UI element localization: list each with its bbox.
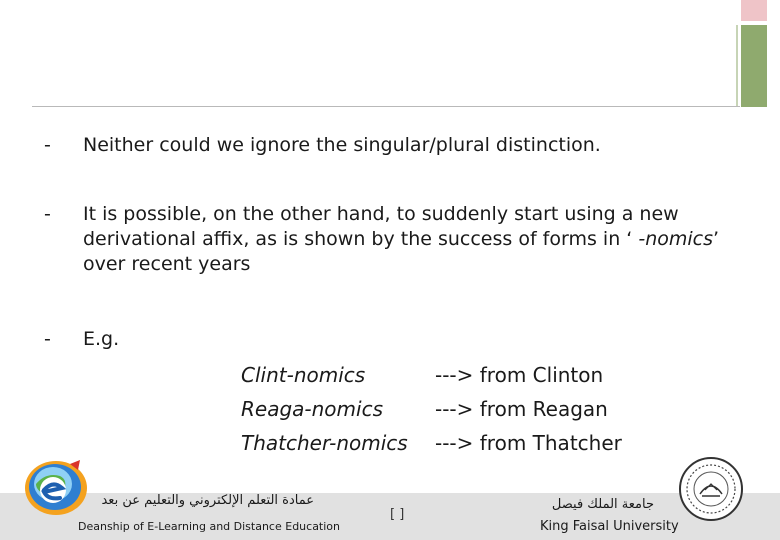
nomics-term: -nomics [638,228,714,250]
header-accent-bar [741,25,767,107]
example-derivation: ---> from Reagan [435,397,608,421]
header-accent-top [741,0,767,21]
example-list [241,358,661,460]
bullet-dash: - [44,134,51,156]
header-divider [32,106,740,107]
example-derivation: ---> from Clinton [435,363,604,387]
university-arabic-name: جامعة الملك فيصل [551,497,654,512]
example-form: Reaga-nomics [241,397,383,421]
bullet-text-after: ’ over recent years [83,228,720,275]
footer-bar [0,493,780,540]
university-english-name: King Faisal University [540,519,679,534]
example-form: Thatcher-nomics [241,431,408,455]
example-form: Clint-nomics [241,363,366,387]
bullet-text: Neither could we ignore the singular/plural distinction. [83,134,601,156]
example-row [241,392,661,426]
deanship-english-name: Deanship of E-Learning and Distance Education [78,520,341,533]
example-row [241,426,661,460]
university-seal-icon [678,456,744,522]
example-row [241,358,661,392]
e-learning-globe-icon [22,454,90,518]
bullet-dash: - [44,203,51,225]
bullet-dash: - [44,328,51,350]
bullet-text: E.g. [83,328,120,350]
bullet-text [83,202,723,277]
bullet-text-before: It is possible, on the other hand, to suddenly start using a new derivational affix, as is shown by the success of forms in ‘ [83,203,679,250]
example-derivation: ---> from Thatcher [435,431,622,455]
page-number: [ ] [390,507,405,522]
deanship-arabic-name: عمادة التعلم الإلكتروني والتعليم عن بعد [101,493,314,508]
header-accent-thin [736,25,738,107]
